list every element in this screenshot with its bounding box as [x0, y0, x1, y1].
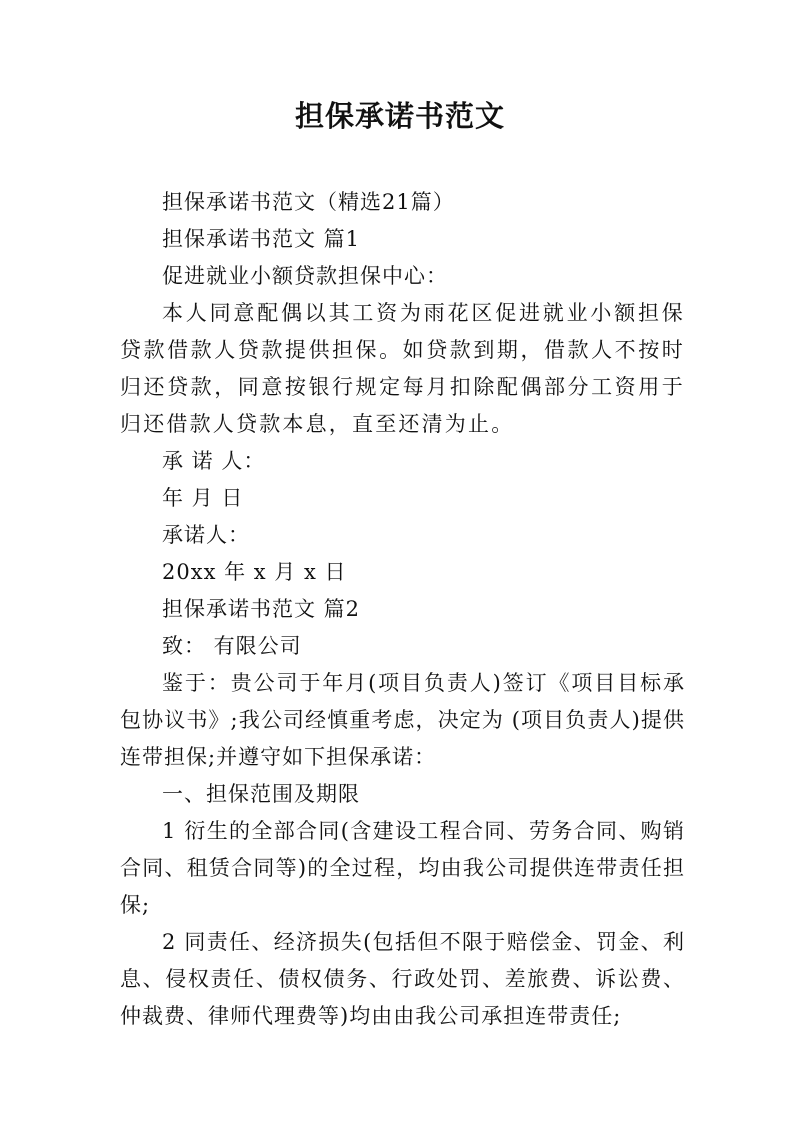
paragraph-clause-1-item-2: 2 同责任、经济损失(包括但不限于赔偿金、罚金、利息、侵权责任、债权债务、行政处罚、差旅费、诉讼费、仲裁费、律师代理费等)均由由我公司承担连带责任; [120, 930, 685, 1028]
paragraph-recipient: 致： 有限公司 [162, 634, 302, 658]
document-title: 担保承诺书范文 [294, 99, 505, 133]
paragraph-clause-1-item-1: 1 衍生的全部合同(含建设工程合同、劳务合同、购销合同、租赁合同等)的全过程，均由我公司提供连带责任担保; [120, 819, 685, 917]
paragraph-promisor-label: 承 诺 人： [162, 449, 266, 473]
paragraph-guarantee-statement: 本人同意配偶以其工资为雨花区促进就业小额担保贷款借款人贷款提供担保。如贷款到期，借款人不按时归还贷款，同意按银行规定每月扣除配偶部分工资用于归还借款人贷款本息，直至还清为止。 [120, 301, 685, 436]
paragraph-whereas: 鉴于：贵公司于年月(项目负责人)签订《项目目标承包协议书》;我公司经慎重考虑，决定为 (项目负责人)提供连带担保;并遵守如下担保承诺： [120, 671, 685, 769]
paragraph-section-2-heading: 担保承诺书范文 篇2 [162, 597, 361, 621]
paragraph-clause-1-heading: 一、担保范围及期限 [162, 782, 360, 806]
paragraph-date: 20xx 年 x 月 x 日 [162, 560, 347, 584]
paragraph-promisor-label-2: 承诺人： [162, 523, 250, 547]
document-body [120, 184, 685, 1035]
paragraph-addressee: 促进就业小额贷款担保中心： [162, 264, 448, 288]
paragraph-section-1-heading: 担保承诺书范文 篇1 [162, 227, 361, 251]
paragraph-date-label: 年 月 日 [162, 486, 244, 510]
paragraph-subtitle: 担保承诺书范文（精选21篇） [162, 190, 455, 214]
